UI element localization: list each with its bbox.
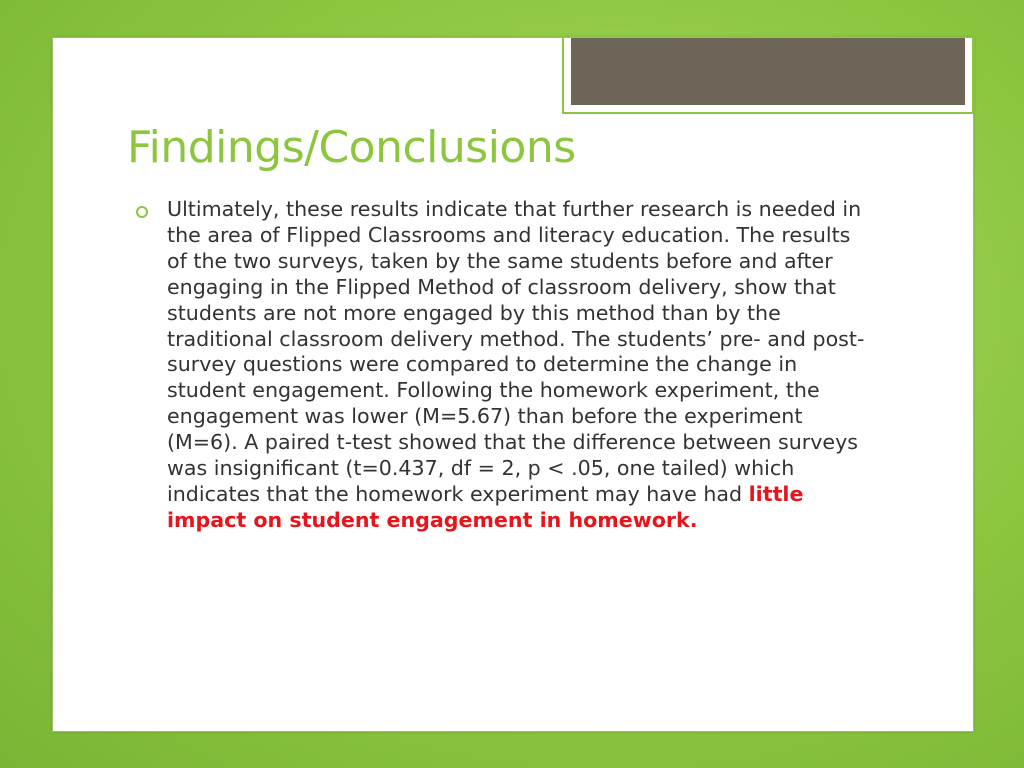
bullet-item [136, 197, 876, 534]
bullet-text [167, 197, 876, 534]
bullet-emphasis-text: little impact on student engagement in homework. [167, 481, 804, 532]
bullet-body-text: Ultimately, these results indicate that further research is needed in the area of Flipped Classrooms and literacy education. The results of the two surveys, taken by the same students before and after engaging in the Flipped Method of classroom delivery, show that students are not more engaged by this method than by the traditional classroom delivery method. The students’ pre- and post- survey questions were compared to determine the change in student engagement. Following the homework experiment, the engagement was lower (M=5.67) than before the experiment (M=6). A paired t-test showed that the difference between surveys was insignificant (t=0.437, df = 2, p < .05, one tailed) which indicates that the homework experiment may have had [167, 197, 865, 506]
slide-title: Findings/Conclusions [127, 122, 576, 173]
photo-frame [562, 38, 974, 114]
hollow-circle-bullet-icon [136, 206, 148, 218]
slide-photo [571, 38, 965, 105]
